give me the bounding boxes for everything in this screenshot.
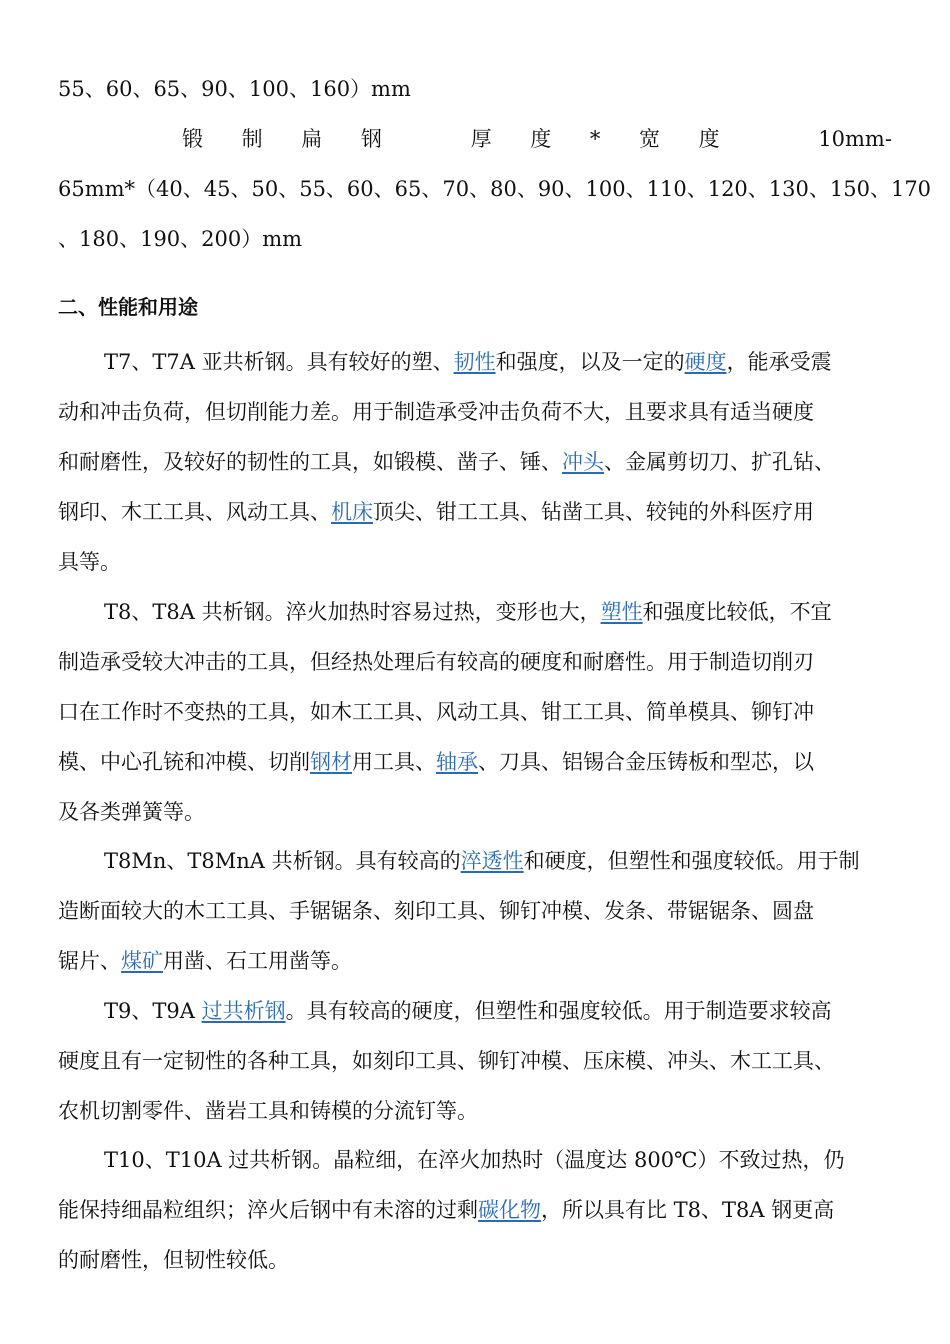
word: 锻 xyxy=(182,127,203,151)
text: 模、中心孔铳和冲模、切削 xyxy=(58,750,310,774)
text: 、金属剪切刀、扩孔钻、 xyxy=(604,450,835,474)
text: 顶尖、钳工工具、钻凿工具、较钝的外科医疗用 xyxy=(373,500,814,524)
text: 和强度比较低，不宜 xyxy=(642,600,832,624)
dims-line-3: 65mm*（40、45、50、55、60、65、70、80、90、100、110、120、130、150、170 xyxy=(58,177,932,201)
p4-line-1 xyxy=(104,996,950,1026)
text: 钢印、木工工具、风动工具、 xyxy=(58,500,331,524)
link-steel[interactable]: 钢材 xyxy=(310,750,352,774)
text: 和强度，以及一定的 xyxy=(495,350,685,374)
p1-line-3 xyxy=(58,447,908,477)
link-punch[interactable]: 冲头 xyxy=(562,450,604,474)
text: T8Mn、T8MnA 共析钢。具有较高的 xyxy=(104,849,461,873)
p5-line-3: 的耐磨性，但韧性较低。 xyxy=(58,1248,289,1272)
word: 扁 xyxy=(301,127,323,151)
word: * xyxy=(589,127,601,151)
p1-line-1 xyxy=(104,347,950,377)
text: 用工具、 xyxy=(352,750,436,774)
text: T8、T8A 共析钢。淬火加热时容易过热，变形也大， xyxy=(104,600,601,624)
p2-line-3: 口在工作时不变热的工具，如木工工具、风动工具、钳工工具、简单模具、铆钉冲 xyxy=(58,700,814,724)
p1-line-4 xyxy=(58,497,908,527)
p3-line-2: 造断面较大的木工工具、手锯锯条、刻印工具、铆钉冲模、发条、带锯锯条、圆盘 xyxy=(58,899,814,923)
p2-line-4 xyxy=(58,747,908,777)
link-coal-mine[interactable]: 煤矿 xyxy=(121,949,163,973)
p3-line-3 xyxy=(58,946,908,976)
word: 宽 xyxy=(638,127,660,151)
link-machine-tool[interactable]: 机床 xyxy=(331,500,373,524)
word: 度 xyxy=(698,127,720,151)
text: 和耐磨性，及较好的韧性的工具，如锻模、凿子、锤、 xyxy=(58,450,562,474)
word: 厚 xyxy=(470,127,492,151)
word: 钢 xyxy=(360,127,382,151)
link-plasticity[interactable]: 塑性 xyxy=(600,600,643,624)
link-hypereutectoid-steel[interactable]: 过共析钢 xyxy=(201,999,286,1023)
p5-line-2 xyxy=(58,1195,908,1225)
link-hardenability[interactable]: 淬透性 xyxy=(460,849,524,873)
text: 和硬度，但塑性和强度较低。用于制 xyxy=(523,849,860,873)
p5-line-1: T10、T10A 过共析钢。晶粒细，在淬火加热时（温度达 800℃）不致过热，仍 xyxy=(104,1148,845,1172)
dims-forged-flat-line xyxy=(182,124,892,154)
dims-line-4: 、180、190、200）mm xyxy=(58,227,303,251)
text: 锯片、 xyxy=(58,949,121,973)
text: 能保持细晶粒组织；淬火后钢中有未溶的过剩 xyxy=(58,1198,478,1222)
word: 10mm- xyxy=(818,127,892,151)
section-title: 二、性能和用途 xyxy=(58,295,198,319)
p3-line-1 xyxy=(104,846,950,876)
text: T9、T9A xyxy=(104,999,202,1023)
dims-line-1: 55、60、65、90、100、160）mm xyxy=(58,77,411,101)
p4-line-2: 硬度且有一定韧性的各种工具，如刻印工具、铆钉冲模、压床模、冲头、木工工具、 xyxy=(58,1049,835,1073)
word: 度 xyxy=(530,127,552,151)
link-bearing[interactable]: 轴承 xyxy=(436,750,478,774)
p4-line-3: 农机切割零件、凿岩工具和铸模的分流钉等。 xyxy=(58,1099,478,1123)
p2-line-1 xyxy=(104,597,950,627)
text: 。具有较高的硬度，但塑性和强度较低。用于制造要求较高 xyxy=(285,999,832,1023)
p1-line-5: 具等。 xyxy=(58,550,121,574)
link-carbide[interactable]: 碳化物 xyxy=(478,1198,541,1222)
p2-line-2: 制造承受较大冲击的工具，但经热处理后有较高的硬度和耐磨性。用于制造切削刃 xyxy=(58,650,814,674)
text: T7、T7A 亚共析钢。具有较好的塑、 xyxy=(104,350,454,374)
text: 、刀具、铝锡合金压铸板和型芯，以 xyxy=(478,750,814,774)
p1-line-2: 动和冲击负荷，但切削能力差。用于制造承受冲击负荷不大，且要求具有适当硬度 xyxy=(58,400,814,424)
link-hardness[interactable]: 硬度 xyxy=(684,350,727,374)
text: ，所以具有比 T8、T8A 钢更高 xyxy=(541,1198,835,1222)
link-toughness[interactable]: 韧性 xyxy=(453,350,496,374)
text: ，能承受震 xyxy=(726,350,832,374)
p2-line-5: 及各类弹簧等。 xyxy=(58,800,205,824)
word: 制 xyxy=(241,127,263,151)
text: 用凿、石工用凿等。 xyxy=(163,949,352,973)
